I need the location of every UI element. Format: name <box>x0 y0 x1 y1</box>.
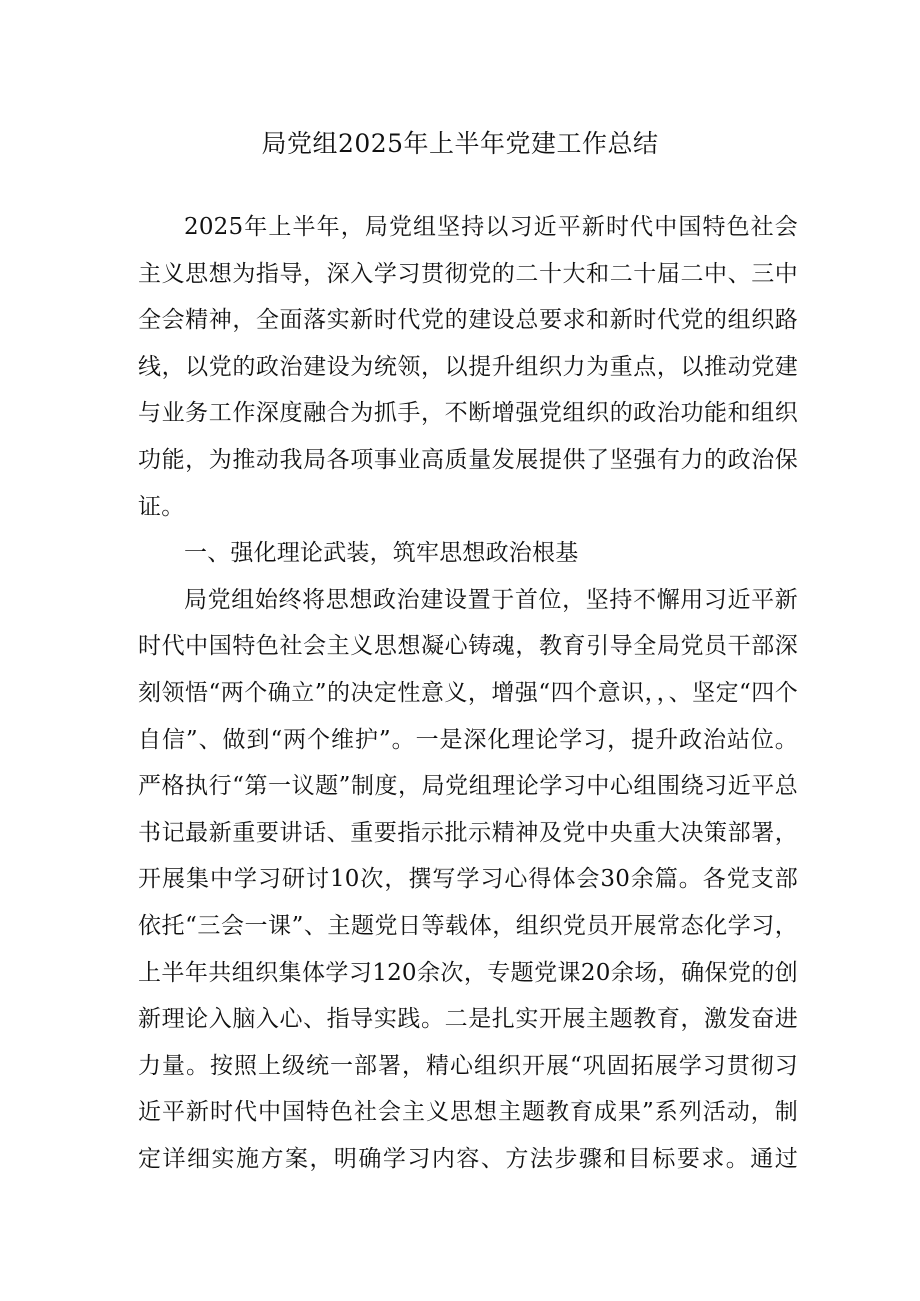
document-body <box>138 204 798 1182</box>
section-1-paragraph: 局党组始终将思想政治建设置于首位，坚持不懈用习近平新时代中国特色社会主义思想凝心铸魂，教育引导全局党员干部深刻领悟“两个确立”的决定性意义，增强“四个意识，，、坚定“四个自信”、做到“两个维护”。一是深化理论学习，提升政治站位。严格执行“第一议题”制度，局党组理论学习中心组围绕习近平总书记最新重要讲话、重要指示批示精神及党中央重大决策部署，开展集中学习研讨10次，撰写学习心得体会30余篇。各党支部依托“三会一课”、主题党日等载体，组织党员开展常态化学习，上半年共组织集体学习120余次，专题党课20余场，确保党的创新理论入脑入心、指导实践。二是扎实开展主题教育，激发奋进力量。按照上级统一部署，精心组织开展“巩固拓展学习贯彻习近平新时代中国特色社会主义思想主题教育成果”系列活动，制定详细实施方案，明确学习内容、方法步骤和目标要求。通过 <box>138 586 798 1172</box>
section-heading-1: 一、强化理论武装，筑牢思想政治根基 <box>184 540 579 567</box>
document-title: 局党组2025年上半年党建工作总结 <box>261 129 659 158</box>
intro-paragraph: 2025年上半年，局党组坚持以习近平新时代中国特色社会主义思想为指导，深入学习贯彻党的二十大和二十届二中、三中全会精神，全面落实新时代党的建设总要求和新时代党的组织路线，以党的政治建设为统领，以提升组织力为重点，以推动党建与业务工作深度融合为抓手，不断增强党组织的政治功能和组织功能，为推动我局各项事业高质量发展提供了坚强有力的政治保证。 <box>138 214 798 520</box>
